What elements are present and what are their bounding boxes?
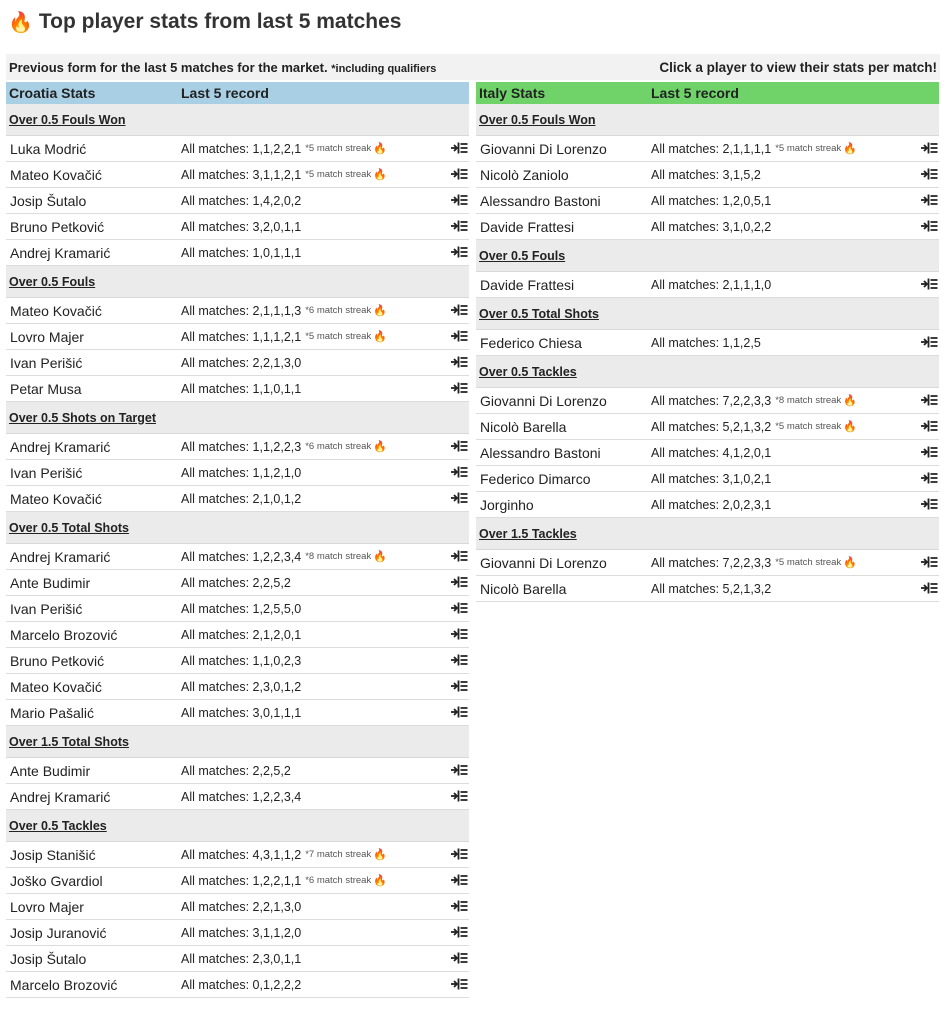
player-row[interactable] xyxy=(6,214,469,240)
market-header: Over 0.5 Total Shots xyxy=(476,298,939,330)
player-row[interactable] xyxy=(476,214,939,240)
player-name[interactable]: Andrej Kramarić xyxy=(10,438,111,455)
expand-stats-icon[interactable] xyxy=(450,951,468,965)
player-row[interactable] xyxy=(6,486,469,512)
team-header: Croatia Stats xyxy=(9,85,96,101)
page-title-text: Top player stats from last 5 matches xyxy=(38,10,402,33)
player-row[interactable] xyxy=(6,596,469,622)
player-name[interactable]: Ante Budimir xyxy=(10,574,91,591)
streak-label: *5 match streak xyxy=(305,143,372,154)
player-row[interactable] xyxy=(6,920,469,946)
player-row[interactable] xyxy=(476,330,939,356)
player-name[interactable]: Josip Šutalo xyxy=(10,192,87,209)
streak-label: *5 match streak xyxy=(305,169,372,180)
player-record: All matches: 1,2,5,5,0 xyxy=(181,601,302,616)
player-record: All matches: 2,2,5,2 xyxy=(181,763,291,778)
player-name[interactable]: Marcelo Brozović xyxy=(10,626,118,643)
player-record: All matches: 7,2,2,3,3 xyxy=(651,555,772,570)
player-record: All matches: 2,2,5,2 xyxy=(181,575,291,590)
expand-stats-icon[interactable] xyxy=(920,393,938,407)
info-right: Click a player to view their stats per match! xyxy=(659,59,937,75)
player-name[interactable]: Davide Frattesi xyxy=(480,218,575,235)
expand-stats-icon[interactable] xyxy=(920,445,938,459)
expand-stats-icon[interactable] xyxy=(450,141,468,155)
streak-label: *6 match streak xyxy=(305,875,372,886)
player-name[interactable]: Marcelo Brozović xyxy=(10,976,118,993)
expand-stats-icon[interactable] xyxy=(450,219,468,233)
player-record: All matches: 3,1,5,2 xyxy=(651,167,761,182)
flame-icon: 🔥 xyxy=(373,875,387,887)
player-record: All matches: 3,2,0,1,1 xyxy=(181,219,302,234)
streak-label: *5 match streak xyxy=(305,331,372,342)
expand-stats-icon[interactable] xyxy=(920,335,938,349)
player-name[interactable]: Mateo Kovačić xyxy=(10,490,102,507)
player-name[interactable]: Andrej Kramarić xyxy=(10,244,111,261)
flame-icon: 🔥 xyxy=(373,441,387,453)
player-row[interactable] xyxy=(6,622,469,648)
expand-stats-icon[interactable] xyxy=(450,167,468,181)
player-record: All matches: 2,0,2,3,1 xyxy=(651,497,772,512)
player-row[interactable] xyxy=(6,784,469,810)
player-record: All matches: 3,1,1,2,1 xyxy=(181,167,302,182)
flame-icon: 🔥 xyxy=(373,169,387,181)
player-row[interactable] xyxy=(476,272,939,298)
player-row[interactable] xyxy=(6,434,469,460)
expand-stats-icon[interactable] xyxy=(450,925,468,939)
expand-stats-icon[interactable] xyxy=(450,329,468,343)
streak-label: *5 match streak xyxy=(775,143,842,154)
flame-icon: 🔥 xyxy=(373,331,387,343)
player-record: All matches: 3,1,0,2,1 xyxy=(651,471,772,486)
player-record: All matches: 1,1,0,2,3 xyxy=(181,653,302,668)
expand-stats-icon[interactable] xyxy=(450,653,468,667)
player-record: All matches: 5,2,1,3,2 xyxy=(651,419,772,434)
expand-stats-icon[interactable] xyxy=(450,679,468,693)
info-bar xyxy=(6,54,940,80)
player-name[interactable]: Bruno Petković xyxy=(10,218,105,235)
croatia-stats-panel xyxy=(6,82,469,998)
player-record: All matches: 1,0,1,1,1 xyxy=(181,245,302,260)
player-row[interactable] xyxy=(6,460,469,486)
player-row[interactable] xyxy=(476,388,939,414)
player-name[interactable]: Ivan Perišić xyxy=(10,354,83,371)
expand-stats-icon[interactable] xyxy=(920,193,938,207)
player-name[interactable]: Federico Dimarco xyxy=(480,470,591,487)
expand-stats-icon[interactable] xyxy=(450,627,468,641)
player-name[interactable]: Luka Modrić xyxy=(10,140,87,157)
expand-stats-icon[interactable] xyxy=(920,277,938,291)
market-header: Over 0.5 Fouls xyxy=(476,240,939,272)
player-name[interactable]: Petar Musa xyxy=(10,380,82,397)
flame-icon: 🔥 xyxy=(843,395,857,407)
player-name[interactable]: Andrej Kramarić xyxy=(10,548,111,565)
expand-stats-icon[interactable] xyxy=(920,419,938,433)
market-header: Over 0.5 Fouls Won xyxy=(476,104,939,136)
streak-label: *8 match streak xyxy=(775,395,842,406)
flame-icon: 🔥 xyxy=(843,143,857,155)
player-row[interactable] xyxy=(6,648,469,674)
player-name[interactable]: Nicolò Zaniolo xyxy=(480,166,569,183)
player-record: All matches: 5,2,1,3,2 xyxy=(651,581,772,596)
expand-stats-icon[interactable] xyxy=(450,491,468,505)
flame-icon: 🔥 xyxy=(373,305,387,317)
croatia-stats-header xyxy=(6,82,469,104)
italy-stats-header xyxy=(476,82,939,104)
player-name[interactable]: Mario Pašalić xyxy=(10,704,95,721)
player-row[interactable] xyxy=(6,700,469,726)
player-row[interactable] xyxy=(6,946,469,972)
flame-icon: 🔥 xyxy=(373,551,387,563)
player-row[interactable] xyxy=(476,550,939,576)
player-record: All matches: 2,1,1,1,1 xyxy=(651,141,772,156)
player-name[interactable]: Josip Stanišić xyxy=(10,846,96,863)
info-left-text: Previous form for the last 5 matches for the market. xyxy=(9,59,328,75)
player-record: All matches: 1,1,2,1,0 xyxy=(181,465,302,480)
player-record: All matches: 4,3,1,1,2 xyxy=(181,847,302,862)
player-row[interactable] xyxy=(6,868,469,894)
expand-stats-icon[interactable] xyxy=(450,439,468,453)
player-record: All matches: 2,1,1,1,0 xyxy=(651,277,772,292)
info-left-note: *including qualifiers xyxy=(331,62,437,75)
expand-stats-icon[interactable] xyxy=(450,705,468,719)
player-record: All matches: 2,1,0,1,2 xyxy=(181,491,302,506)
player-row[interactable] xyxy=(6,188,469,214)
market-header: Over 0.5 Fouls Won xyxy=(6,104,469,136)
player-record: All matches: 3,1,0,2,2 xyxy=(651,219,772,234)
player-name[interactable]: Bruno Petković xyxy=(10,652,105,669)
player-name[interactable]: Giovanni Di Lorenzo xyxy=(480,554,607,571)
expand-stats-icon[interactable] xyxy=(450,355,468,369)
player-row[interactable] xyxy=(476,492,939,518)
expand-stats-icon[interactable] xyxy=(450,575,468,589)
player-name[interactable]: Giovanni Di Lorenzo xyxy=(480,140,607,157)
flame-icon: 🔥 xyxy=(8,11,33,34)
player-name[interactable]: Lovro Majer xyxy=(10,898,84,915)
player-row[interactable] xyxy=(476,414,939,440)
expand-stats-icon[interactable] xyxy=(450,193,468,207)
player-record: All matches: 2,2,1,3,0 xyxy=(181,355,302,370)
player-name[interactable]: Mateo Kovačić xyxy=(10,678,102,695)
market-header: Over 0.5 Shots on Target xyxy=(6,402,469,434)
expand-stats-icon[interactable] xyxy=(450,789,468,803)
player-record: All matches: 1,1,2,2,3 xyxy=(181,439,302,454)
player-name[interactable]: Josip Juranović xyxy=(10,924,107,941)
expand-stats-icon[interactable] xyxy=(450,381,468,395)
player-record: All matches: 1,4,2,0,2 xyxy=(181,193,302,208)
page-title xyxy=(8,8,401,36)
player-row[interactable] xyxy=(476,162,939,188)
streak-label: *8 match streak xyxy=(305,551,372,562)
expand-stats-icon[interactable] xyxy=(450,549,468,563)
player-name[interactable]: Alessandro Bastoni xyxy=(480,192,601,209)
player-name[interactable]: Lovro Majer xyxy=(10,328,84,345)
player-record: All matches: 1,1,1,2,1 xyxy=(181,329,302,344)
player-row[interactable] xyxy=(476,188,939,214)
expand-stats-icon[interactable] xyxy=(450,873,468,887)
expand-stats-icon[interactable] xyxy=(920,141,938,155)
expand-stats-icon[interactable] xyxy=(450,303,468,317)
market-header: Over 1.5 Tackles xyxy=(476,518,939,550)
player-name[interactable]: Nicolò Barella xyxy=(480,580,567,597)
expand-stats-icon[interactable] xyxy=(920,219,938,233)
streak-label: *6 match streak xyxy=(305,441,372,452)
player-row[interactable] xyxy=(6,136,469,162)
player-name[interactable]: Ivan Perišić xyxy=(10,464,83,481)
record-header: Last 5 record xyxy=(651,85,739,101)
streak-label: *6 match streak xyxy=(305,305,372,316)
player-record: All matches: 1,2,2,1,1 xyxy=(181,873,302,888)
player-record: All matches: 0,1,2,2,2 xyxy=(181,977,302,992)
player-record: All matches: 2,3,0,1,2 xyxy=(181,679,302,694)
player-row[interactable] xyxy=(6,570,469,596)
expand-stats-icon[interactable] xyxy=(450,245,468,259)
player-row[interactable] xyxy=(476,466,939,492)
player-record: All matches: 2,1,1,1,3 xyxy=(181,303,302,318)
player-row[interactable] xyxy=(6,894,469,920)
player-row[interactable] xyxy=(6,674,469,700)
flame-icon: 🔥 xyxy=(843,421,857,433)
player-name[interactable]: Federico Chiesa xyxy=(480,334,582,351)
player-record: All matches: 3,1,1,2,0 xyxy=(181,925,302,940)
player-name[interactable]: Jorginho xyxy=(480,496,534,513)
streak-label: *5 match streak xyxy=(775,421,842,432)
expand-stats-icon[interactable] xyxy=(450,977,468,991)
player-row[interactable] xyxy=(6,544,469,570)
record-header: Last 5 record xyxy=(181,85,269,101)
player-record: All matches: 7,2,2,3,3 xyxy=(651,393,772,408)
info-left xyxy=(9,60,436,75)
expand-stats-icon[interactable] xyxy=(920,167,938,181)
player-row[interactable] xyxy=(6,758,469,784)
player-row[interactable] xyxy=(476,576,939,602)
market-header: Over 0.5 Tackles xyxy=(6,810,469,842)
player-record: All matches: 2,1,2,0,1 xyxy=(181,627,302,642)
player-record: All matches: 3,0,1,1,1 xyxy=(181,705,302,720)
player-name[interactable]: Nicolò Barella xyxy=(480,418,567,435)
player-row[interactable] xyxy=(6,324,469,350)
expand-stats-icon[interactable] xyxy=(450,847,468,861)
player-row[interactable] xyxy=(6,376,469,402)
player-name[interactable]: Andrej Kramarić xyxy=(10,788,111,805)
player-name[interactable]: Mateo Kovačić xyxy=(10,302,102,319)
player-row[interactable] xyxy=(6,162,469,188)
player-row[interactable] xyxy=(6,298,469,324)
team-header: Italy Stats xyxy=(479,85,546,101)
player-name[interactable]: Davide Frattesi xyxy=(480,276,575,293)
player-record: All matches: 1,1,2,2,1 xyxy=(181,141,302,156)
player-record: All matches: 2,3,0,1,1 xyxy=(181,951,302,966)
player-row[interactable] xyxy=(476,136,939,162)
player-record: All matches: 1,1,2,5 xyxy=(651,335,761,350)
expand-stats-icon[interactable] xyxy=(920,497,938,511)
player-row[interactable] xyxy=(6,972,469,998)
player-name[interactable]: Alessandro Bastoni xyxy=(480,444,601,461)
market-header: Over 0.5 Total Shots xyxy=(6,512,469,544)
streak-label: *5 match streak xyxy=(775,557,842,568)
expand-stats-icon[interactable] xyxy=(450,899,468,913)
player-row[interactable] xyxy=(476,440,939,466)
expand-stats-icon[interactable] xyxy=(450,465,468,479)
player-row[interactable] xyxy=(6,842,469,868)
expand-stats-icon[interactable] xyxy=(920,555,938,569)
player-name[interactable]: Joško Gvardiol xyxy=(10,872,103,889)
player-record: All matches: 1,2,2,3,4 xyxy=(181,549,302,564)
player-record: All matches: 2,2,1,3,0 xyxy=(181,899,302,914)
market-header: Over 0.5 Tackles xyxy=(476,356,939,388)
market-header: Over 1.5 Total Shots xyxy=(6,726,469,758)
expand-stats-icon[interactable] xyxy=(450,601,468,615)
player-name[interactable]: Josip Šutalo xyxy=(10,950,87,967)
player-row[interactable] xyxy=(6,350,469,376)
player-name[interactable]: Ante Budimir xyxy=(10,762,91,779)
expand-stats-icon[interactable] xyxy=(920,471,938,485)
flame-icon: 🔥 xyxy=(373,143,387,155)
flame-icon: 🔥 xyxy=(843,557,857,569)
market-header: Over 0.5 Fouls xyxy=(6,266,469,298)
player-name[interactable]: Mateo Kovačić xyxy=(10,166,102,183)
expand-stats-icon[interactable] xyxy=(920,581,938,595)
player-record: All matches: 1,1,0,1,1 xyxy=(181,381,302,396)
player-record: All matches: 4,1,2,0,1 xyxy=(651,445,772,460)
player-record: All matches: 1,2,0,5,1 xyxy=(651,193,772,208)
player-row[interactable] xyxy=(6,240,469,266)
player-name[interactable]: Ivan Perišić xyxy=(10,600,83,617)
expand-stats-icon[interactable] xyxy=(450,763,468,777)
player-record: All matches: 1,2,2,3,4 xyxy=(181,789,302,804)
italy-stats-panel xyxy=(476,82,939,602)
player-name[interactable]: Giovanni Di Lorenzo xyxy=(480,392,607,409)
flame-icon: 🔥 xyxy=(373,849,387,861)
streak-label: *7 match streak xyxy=(305,849,372,860)
